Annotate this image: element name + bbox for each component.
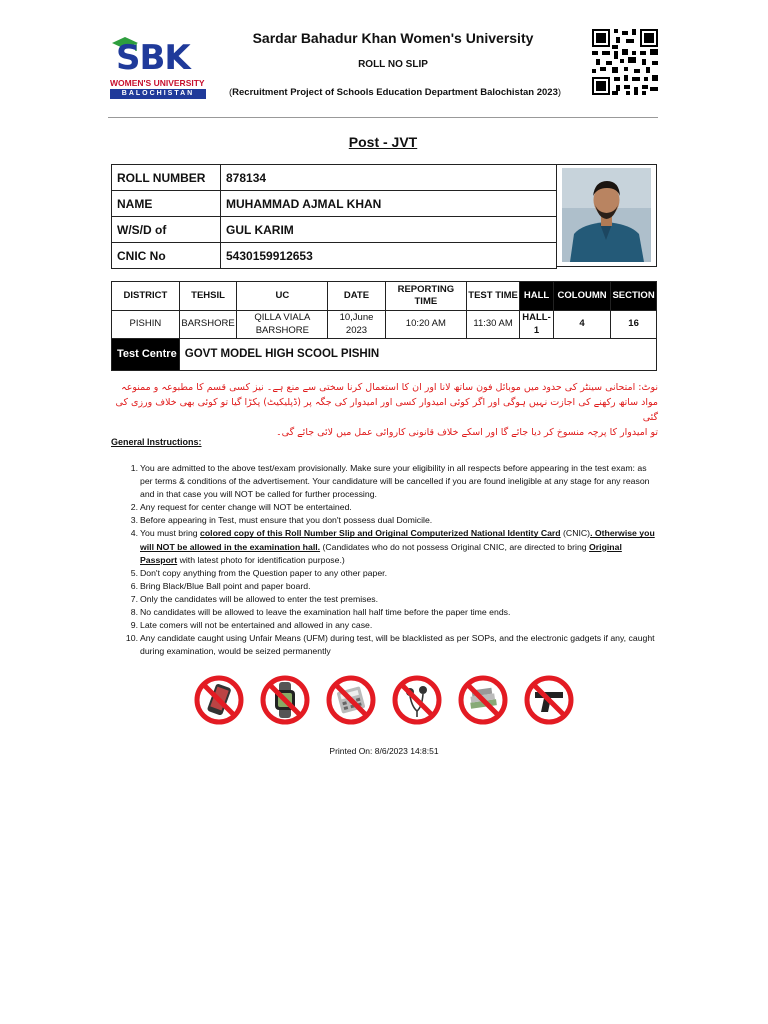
- header-reporting-time: REPORTING TIME: [385, 282, 467, 311]
- table-header-row: [112, 282, 657, 311]
- urdu-notice: [110, 380, 658, 440]
- instruction-text: Any candidate caught using Unfair Means (UFM) during test, will be blacklisted as per SOPs, and the electronic gadgets if any, caught during examination, would be seized permanently: [140, 633, 655, 657]
- project-line: (Recruitment Project of Schools Education Department Balochistan 2023): [228, 87, 562, 98]
- list-item: [130, 501, 660, 514]
- table-row: [112, 191, 557, 217]
- logo-province: BALOCHISTAN: [110, 89, 206, 99]
- cnic-value: 5430159912653: [221, 243, 557, 269]
- instructions-list: [125, 462, 660, 658]
- test-centre-value: GOVT MODEL HIGH SCOOL PISHIN: [179, 339, 656, 371]
- header-date: DATE: [328, 282, 385, 311]
- urdu-notice-line: مواد ساتھ رکھنے کی اجازت نہیں ہوگی اور اگر کوئی امیدوار کسی اور امیدوار کی جگہ پر (ڈپلیکیٹ) پکڑا گیا تو کوئی بھی خلاف ورزی کی گئی: [115, 397, 658, 423]
- instruction-text: Only the candidates will be allowed to enter the test premises.: [140, 593, 379, 604]
- header-test-time: TEST TIME: [467, 282, 520, 311]
- header-coloumn: COLOUMN: [553, 282, 610, 311]
- exam-details-table: [111, 281, 657, 371]
- no-earphones-icon: [392, 675, 442, 725]
- slip-header: [108, 28, 660, 108]
- table-row: [112, 217, 557, 243]
- test-time-value: 11:30 AM: [467, 311, 520, 339]
- list-item: [130, 514, 660, 527]
- list-item-number: 8.: [130, 607, 138, 618]
- header-divider: [108, 117, 658, 118]
- list-item: [125, 632, 660, 658]
- urdu-notice-line: تو امیدوار کا پرچہ منسوخ کر دیا جائے گا اور اسکے خلاف قانونی کاروائی عمل میں لائی جائے گی۔: [276, 427, 658, 438]
- instruction-text: You must bring: [140, 528, 201, 539]
- list-item-number: 5.: [130, 567, 138, 578]
- slip-title: ROLL NO SLIP: [358, 59, 428, 70]
- instruction-text: Late comers will not be entertained and allowed in any case.: [140, 620, 373, 631]
- reporting-time-value: 10:20 AM: [385, 311, 467, 339]
- header-district: DISTRICT: [112, 282, 180, 311]
- roll-number-value: 878134: [221, 165, 557, 191]
- instruction-text: Don't copy anything from the Question paper to any other paper.: [140, 567, 387, 578]
- date-value: 10,June 2023: [328, 311, 385, 339]
- section-value: 16: [611, 311, 657, 339]
- list-item-number: 6.: [130, 580, 138, 591]
- roll-number-label: ROLL NUMBER: [112, 165, 221, 191]
- table-row: [112, 165, 557, 191]
- list-item: [130, 527, 660, 566]
- test-centre-row: [112, 339, 657, 371]
- general-instructions-title: General Instructions:: [111, 437, 202, 447]
- prohibited-items: [194, 675, 576, 727]
- list-item: [130, 593, 660, 606]
- instruction-text: Before appearing in Test, must ensure that you don't possess dual Domicile.: [140, 515, 433, 526]
- university-logo: [108, 36, 208, 98]
- guardian-label: W/S/D of: [112, 217, 221, 243]
- list-item-number: 3.: [130, 515, 138, 526]
- header-hall: HALL: [520, 282, 554, 311]
- candidate-info-table: [111, 164, 557, 269]
- logo-text: SBK: [116, 38, 190, 78]
- no-weapon-icon: [524, 675, 574, 725]
- uc-value: QILLA VIALA BARSHORE: [237, 311, 328, 339]
- list-item-number: 4.: [130, 528, 138, 539]
- name-label: NAME: [112, 191, 221, 217]
- instruction-text: No candidates will be allowed to leave the examination hall half time before the paper time ends.: [140, 607, 511, 618]
- hall-value: HALL-1: [520, 311, 554, 339]
- list-item-number: 7.: [130, 593, 138, 604]
- no-books-icon: [458, 675, 508, 725]
- logo-subtitle: WOMEN'S UNIVERSITY: [110, 78, 205, 88]
- instruction-text: colored copy of this Roll Number Slip and Original Computerized National Identity Card: [200, 528, 561, 539]
- cnic-label: CNIC No: [112, 243, 221, 269]
- instruction-text: . Otherwise you will NOT be allowed in the examination hall.: [140, 528, 655, 552]
- photo-frame: [556, 164, 657, 267]
- table-row: [112, 243, 557, 269]
- instruction-text: with latest photo for identification purpose.): [177, 554, 345, 565]
- instruction-text: Any request for center change will NOT be entertained.: [140, 502, 352, 513]
- header-section: SECTION: [611, 282, 657, 311]
- list-item-number: 10.: [125, 633, 138, 644]
- university-name: Sardar Bahadur Khan Women's University: [252, 30, 534, 46]
- post-title: Post - JVT: [348, 134, 418, 150]
- list-item-number: 1.: [130, 463, 138, 473]
- list-item: [130, 462, 660, 501]
- instruction-text: You are admitted to the above test/exam provisionally. Make sure your eligibility in all respects before appearing in the test exam: as per terms & conditions of the advertisement. Your candidature will be cancelled if you are found ineligible at any stage for any reason and in that case you will NOT be called for further processing.: [140, 463, 650, 500]
- list-item: [130, 606, 660, 619]
- list-item: [130, 567, 660, 580]
- list-item: [130, 580, 660, 593]
- tehsil-value: BARSHORE: [179, 311, 237, 339]
- instruction-text: (Candidates who do not possess Original CNIC, are directed to bring: [320, 541, 590, 552]
- test-centre-label: Test Centre: [112, 339, 180, 371]
- urdu-notice-line: نوٹ: امتحانی سینٹر کی حدود میں موبائل فون ساتھ لانا اور ان کا استعمال کرنا سختی سے منع ہے۔ نیز کسی قسم کا مطبوعہ و ممنوعہ: [121, 382, 658, 393]
- qr-code-icon: [592, 28, 658, 96]
- project-name: Recruitment Project of Schools Education Department Balochistan 2023: [232, 87, 558, 98]
- no-smartwatch-icon: [260, 675, 310, 725]
- header-tehsil: TEHSIL: [179, 282, 237, 311]
- coloumn-value: 4: [553, 311, 610, 339]
- table-row: [112, 311, 657, 339]
- instruction-text: Original Passport: [140, 541, 622, 565]
- list-item: [130, 619, 660, 632]
- no-mobile-phone-icon: [194, 675, 244, 725]
- printed-timestamp: Printed On: 8/6/2023 14:8:51: [329, 746, 439, 756]
- list-item-number: 9.: [130, 620, 138, 631]
- list-item-number: 2.: [130, 502, 138, 513]
- name-value: MUHAMMAD AJMAL KHAN: [221, 191, 557, 217]
- instruction-text: (CNIC): [560, 528, 591, 539]
- header-uc: UC: [237, 282, 328, 311]
- guardian-value: GUL KARIM: [221, 217, 557, 243]
- candidate-photo: [562, 168, 651, 262]
- instruction-text: Bring Black/Blue Ball point and paper board.: [140, 580, 311, 591]
- district-value: PISHIN: [112, 311, 180, 339]
- no-calculator-icon: [326, 675, 376, 725]
